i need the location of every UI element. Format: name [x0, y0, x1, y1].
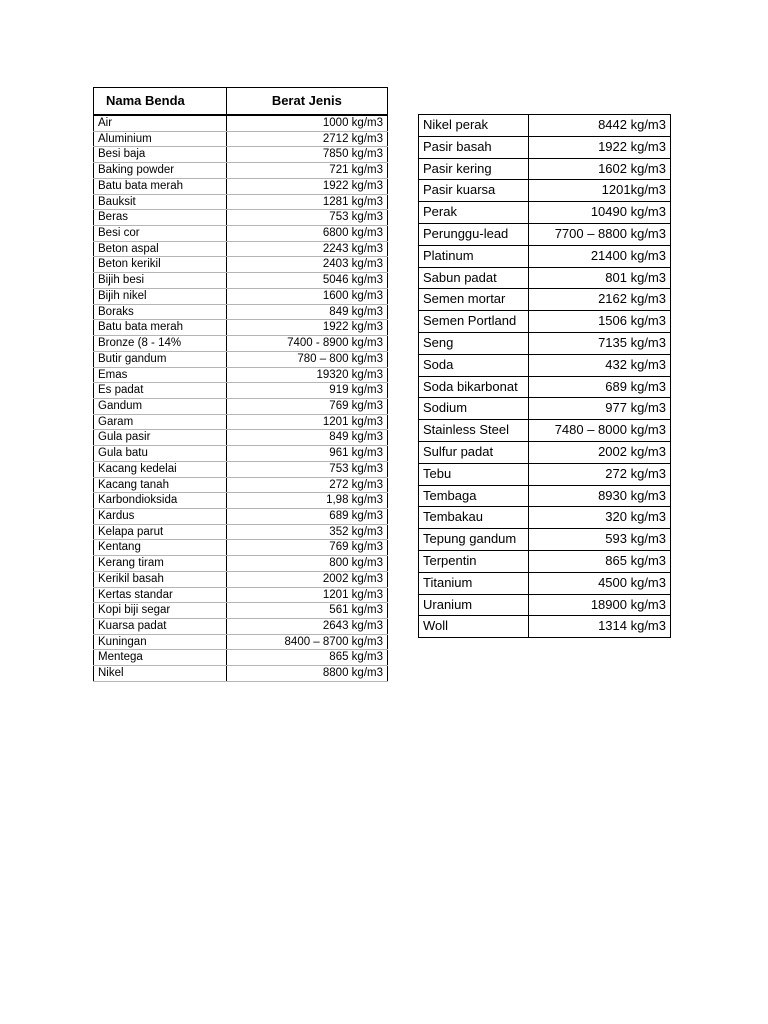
table-row	[94, 634, 388, 650]
density-value: 7400 - 8900 kg/m3	[226, 336, 387, 352]
table-row	[419, 398, 671, 420]
material-name: Tebu	[419, 463, 529, 485]
table-row	[94, 587, 388, 603]
density-value: 2243 kg/m3	[226, 241, 387, 257]
table-row	[419, 332, 671, 354]
material-name: Kuarsa padat	[94, 619, 227, 635]
material-name: Titanium	[419, 572, 529, 594]
density-value: 753 kg/m3	[226, 461, 387, 477]
density-value: 7700 – 8800 kg/m3	[528, 223, 670, 245]
material-name: Soda bikarbonat	[419, 376, 529, 398]
table-row	[94, 398, 388, 414]
table-row	[94, 226, 388, 242]
density-value: 1201 kg/m3	[226, 414, 387, 430]
material-name: Soda	[419, 354, 529, 376]
table-row	[94, 194, 388, 210]
density-value: 4500 kg/m3	[528, 572, 670, 594]
table-row	[419, 354, 671, 376]
material-name: Woll	[419, 616, 529, 638]
material-name: Kerang tiram	[94, 556, 227, 572]
density-table-right	[418, 114, 671, 638]
left-table-body	[94, 115, 388, 681]
density-value: 10490 kg/m3	[528, 202, 670, 224]
density-value: 593 kg/m3	[528, 529, 670, 551]
header-row	[94, 88, 388, 116]
density-value: 1922 kg/m3	[226, 178, 387, 194]
material-name: Kelapa parut	[94, 524, 227, 540]
table-row	[94, 446, 388, 462]
material-name: Butir gandum	[94, 351, 227, 367]
material-name: Perunggu-lead	[419, 223, 529, 245]
density-value: 2002 kg/m3	[528, 441, 670, 463]
density-value: 2643 kg/m3	[226, 619, 387, 635]
density-value: 769 kg/m3	[226, 398, 387, 414]
material-name: Tepung gandum	[419, 529, 529, 551]
density-value: 1600 kg/m3	[226, 288, 387, 304]
density-value: 2002 kg/m3	[226, 571, 387, 587]
material-name: Kopi biji segar	[94, 603, 227, 619]
table-row	[94, 304, 388, 320]
density-value: 8400 – 8700 kg/m3	[226, 634, 387, 650]
table-row	[94, 163, 388, 179]
material-name: Bronze (8 - 14%	[94, 336, 227, 352]
density-value: 272 kg/m3	[528, 463, 670, 485]
density-value: 769 kg/m3	[226, 540, 387, 556]
density-value: 1201 kg/m3	[226, 587, 387, 603]
material-name: Seng	[419, 332, 529, 354]
density-value: 7480 – 8000 kg/m3	[528, 420, 670, 442]
material-name: Semen mortar	[419, 289, 529, 311]
material-name: Nikel perak	[419, 115, 529, 137]
material-name: Uranium	[419, 594, 529, 616]
table-row	[419, 550, 671, 572]
density-value: 5046 kg/m3	[226, 273, 387, 289]
header-berat-jenis: Berat Jenis	[226, 88, 387, 116]
table-row	[94, 351, 388, 367]
table-row	[419, 136, 671, 158]
material-name: Beras	[94, 210, 227, 226]
table-row	[94, 288, 388, 304]
table-row	[419, 223, 671, 245]
density-value: 432 kg/m3	[528, 354, 670, 376]
density-value: 780 – 800 kg/m3	[226, 351, 387, 367]
density-value: 1506 kg/m3	[528, 311, 670, 333]
density-value: 8442 kg/m3	[528, 115, 670, 137]
table-row	[419, 441, 671, 463]
table-row	[419, 311, 671, 333]
material-name: Sulfur padat	[419, 441, 529, 463]
density-value: 2712 kg/m3	[226, 131, 387, 147]
material-name: Garam	[94, 414, 227, 430]
material-name: Platinum	[419, 245, 529, 267]
table-row	[94, 414, 388, 430]
density-value: 1,98 kg/m3	[226, 493, 387, 509]
density-value: 753 kg/m3	[226, 210, 387, 226]
density-value: 19320 kg/m3	[226, 367, 387, 383]
material-name: Kertas standar	[94, 587, 227, 603]
table-row	[419, 420, 671, 442]
table-row	[94, 367, 388, 383]
density-value: 1000 kg/m3	[226, 115, 387, 131]
table-row	[419, 507, 671, 529]
material-name: Sabun padat	[419, 267, 529, 289]
material-name: Kerikil basah	[94, 571, 227, 587]
material-name: Kuningan	[94, 634, 227, 650]
table-row	[419, 289, 671, 311]
density-value: 801 kg/m3	[528, 267, 670, 289]
material-name: Pasir basah	[419, 136, 529, 158]
table-row	[94, 571, 388, 587]
material-name: Tembakau	[419, 507, 529, 529]
table-row	[94, 210, 388, 226]
table-row	[94, 461, 388, 477]
material-name: Batu bata merah	[94, 178, 227, 194]
density-value: 8930 kg/m3	[528, 485, 670, 507]
density-value: 865 kg/m3	[528, 550, 670, 572]
material-name: Besi baja	[94, 147, 227, 163]
material-name: Beton kerikil	[94, 257, 227, 273]
table-row	[419, 202, 671, 224]
table-row	[419, 180, 671, 202]
table-row	[419, 572, 671, 594]
density-value: 18900 kg/m3	[528, 594, 670, 616]
table-row	[94, 383, 388, 399]
table-row	[419, 594, 671, 616]
density-value: 320 kg/m3	[528, 507, 670, 529]
material-name: Kacang tanah	[94, 477, 227, 493]
material-name: Aluminium	[94, 131, 227, 147]
density-value: 352 kg/m3	[226, 524, 387, 540]
material-name: Kardus	[94, 508, 227, 524]
table-row	[94, 603, 388, 619]
density-value: 849 kg/m3	[226, 304, 387, 320]
density-value: 800 kg/m3	[226, 556, 387, 572]
material-name: Besi cor	[94, 226, 227, 242]
table-row	[94, 650, 388, 666]
density-value: 2403 kg/m3	[226, 257, 387, 273]
table-row	[419, 376, 671, 398]
density-value: 849 kg/m3	[226, 430, 387, 446]
table-row	[419, 158, 671, 180]
density-value: 977 kg/m3	[528, 398, 670, 420]
material-name: Gandum	[94, 398, 227, 414]
table-row	[94, 147, 388, 163]
material-name: Bijih nikel	[94, 288, 227, 304]
density-value: 8800 kg/m3	[226, 666, 387, 682]
table-row	[94, 540, 388, 556]
table-row	[94, 115, 388, 131]
table-row	[94, 131, 388, 147]
material-name: Bauksit	[94, 194, 227, 210]
density-value: 1922 kg/m3	[226, 320, 387, 336]
material-name: Stainless Steel	[419, 420, 529, 442]
material-name: Karbondioksida	[94, 493, 227, 509]
table-row	[94, 493, 388, 509]
material-name: Mentega	[94, 650, 227, 666]
material-name: Air	[94, 115, 227, 131]
table-row	[94, 619, 388, 635]
material-name: Perak	[419, 202, 529, 224]
density-value: 1201kg/m3	[528, 180, 670, 202]
material-name: Batu bata merah	[94, 320, 227, 336]
density-value: 21400 kg/m3	[528, 245, 670, 267]
density-table-left	[93, 87, 388, 682]
table-row	[419, 485, 671, 507]
material-name: Pasir kering	[419, 158, 529, 180]
table-row	[94, 524, 388, 540]
density-value: 561 kg/m3	[226, 603, 387, 619]
density-value: 689 kg/m3	[528, 376, 670, 398]
material-name: Boraks	[94, 304, 227, 320]
table-row	[94, 477, 388, 493]
material-name: Sodium	[419, 398, 529, 420]
material-name: Tembaga	[419, 485, 529, 507]
density-value: 1922 kg/m3	[528, 136, 670, 158]
material-name: Emas	[94, 367, 227, 383]
density-value: 961 kg/m3	[226, 446, 387, 462]
table-row	[94, 336, 388, 352]
table-row	[419, 267, 671, 289]
table-row	[94, 241, 388, 257]
material-name: Semen Portland	[419, 311, 529, 333]
material-name: Gula pasir	[94, 430, 227, 446]
table-row	[94, 556, 388, 572]
density-value: 689 kg/m3	[226, 508, 387, 524]
density-value: 721 kg/m3	[226, 163, 387, 179]
density-value: 7850 kg/m3	[226, 147, 387, 163]
material-name: Es padat	[94, 383, 227, 399]
table-row	[94, 508, 388, 524]
table-row	[419, 616, 671, 638]
material-name: Pasir kuarsa	[419, 180, 529, 202]
table-row	[94, 257, 388, 273]
material-name: Beton aspal	[94, 241, 227, 257]
table-row	[419, 115, 671, 137]
table-row	[419, 245, 671, 267]
density-value: 1314 kg/m3	[528, 616, 670, 638]
material-name: Baking powder	[94, 163, 227, 179]
material-name: Bijih besi	[94, 273, 227, 289]
density-value: 272 kg/m3	[226, 477, 387, 493]
table-row	[419, 463, 671, 485]
table-row	[419, 529, 671, 551]
density-value: 1602 kg/m3	[528, 158, 670, 180]
material-name: Kacang kedelai	[94, 461, 227, 477]
material-name: Kentang	[94, 540, 227, 556]
density-value: 865 kg/m3	[226, 650, 387, 666]
table-row	[94, 178, 388, 194]
table-row	[94, 430, 388, 446]
table-row	[94, 666, 388, 682]
density-value: 2162 kg/m3	[528, 289, 670, 311]
header-nama-benda: Nama Benda	[94, 88, 227, 116]
density-value: 919 kg/m3	[226, 383, 387, 399]
right-table-body	[419, 115, 671, 638]
density-value: 1281 kg/m3	[226, 194, 387, 210]
material-name: Gula batu	[94, 446, 227, 462]
table-row	[94, 320, 388, 336]
table-row	[94, 273, 388, 289]
density-value: 7135 kg/m3	[528, 332, 670, 354]
material-name: Terpentin	[419, 550, 529, 572]
material-name: Nikel	[94, 666, 227, 682]
density-value: 6800 kg/m3	[226, 226, 387, 242]
